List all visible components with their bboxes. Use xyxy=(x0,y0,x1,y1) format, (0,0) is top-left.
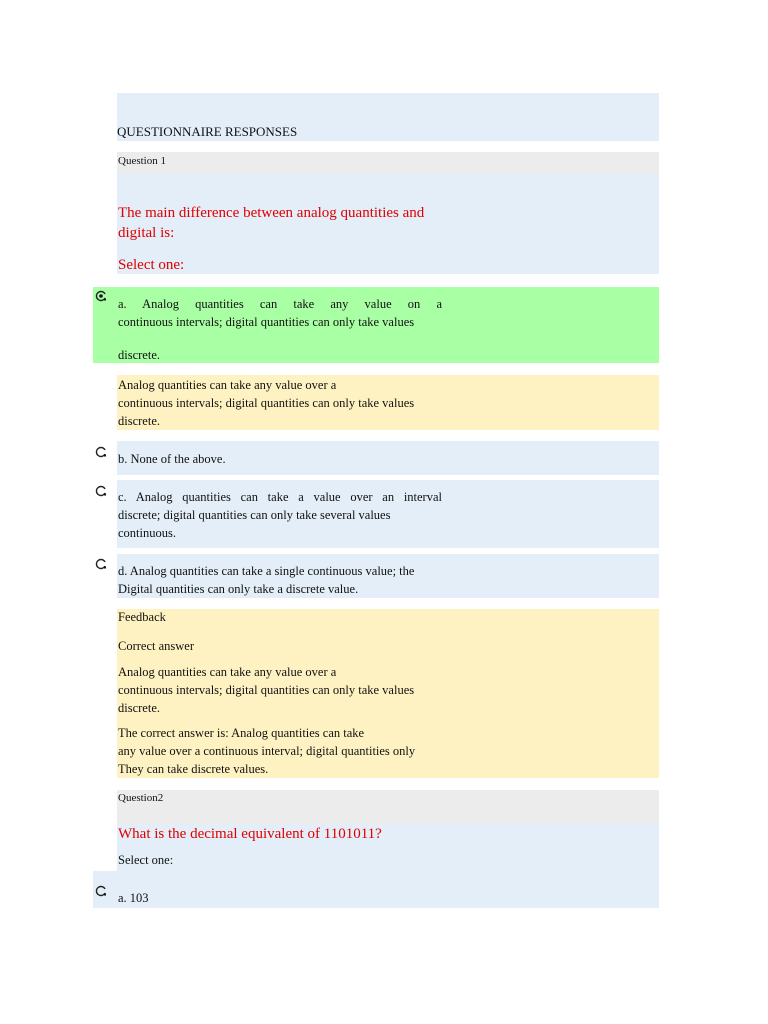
question-1-header xyxy=(117,152,659,174)
option-a-line2: continuous intervals; digital quantities can only take values xyxy=(118,315,415,329)
question-2-text: What is the decimal equivalent of 1101011? xyxy=(118,826,382,842)
question-1-text-line2: digital is: xyxy=(118,225,175,241)
feedback-answer-line1: Analog quantities can take any value over a xyxy=(118,665,337,679)
question-1-select-prompt: Select one: xyxy=(118,257,185,273)
option-c-line2: discrete; digital quantities can only take several values xyxy=(118,508,391,522)
page-title: QUESTIONNAIRE RESPONSES xyxy=(117,124,298,139)
feedback-explain-line2: any value over a continuous interval; digital quantities only xyxy=(118,744,416,758)
question-2-select-prompt: Select one: xyxy=(118,853,174,867)
feedback-answer-line2: continuous intervals; digital quantities can only take values xyxy=(118,683,415,697)
feedback-title: Feedback xyxy=(118,610,166,624)
option-a-feedback-line1: Analog quantities can take any value over a xyxy=(118,378,337,392)
question-2-header xyxy=(117,790,659,824)
radio-option-c-icon[interactable] xyxy=(95,485,107,497)
feedback-explain-line3: They can take discrete values. xyxy=(118,762,269,776)
radio-option-d-icon[interactable] xyxy=(95,558,107,570)
question-1-label: Question 1 xyxy=(118,155,166,167)
option-d-line2: Digital quantities can only take a discrete value. xyxy=(118,582,359,596)
radio-option-a-icon[interactable] xyxy=(95,290,107,302)
question-1-body xyxy=(117,174,659,274)
question-1-text-line1: The main difference between analog quantities and xyxy=(118,205,425,221)
question-2-label: Question2 xyxy=(118,792,164,804)
option-a-feedback-line3: discrete. xyxy=(118,414,160,428)
option-a-feedback-line2: continuous intervals; digital quantities can only take values xyxy=(118,396,415,410)
option-a-line3: discrete. xyxy=(118,348,160,362)
option-c-line3: continuous. xyxy=(118,526,176,540)
option-a-line1: a. Analog quantities can take any value on a xyxy=(118,297,442,311)
option-c-line1: c. Analog quantities can take a value over an interval xyxy=(118,490,442,504)
feedback-explain-line1: The correct answer is: Analog quantities can take xyxy=(118,726,365,740)
option-d-line1: d. Analog quantities can take a single continuous value; the xyxy=(118,564,415,578)
radio-question-2-option-a-icon[interactable] xyxy=(95,885,107,897)
feedback-correct-label: Correct answer xyxy=(118,639,195,653)
radio-option-b-icon[interactable] xyxy=(95,446,107,458)
feedback-answer-line3: discrete. xyxy=(118,701,160,715)
option-b-text: b. None of the above. xyxy=(118,452,226,466)
question-2-option-a-row[interactable] xyxy=(93,871,659,908)
question-2-option-a-text: a. 103 xyxy=(118,891,149,905)
